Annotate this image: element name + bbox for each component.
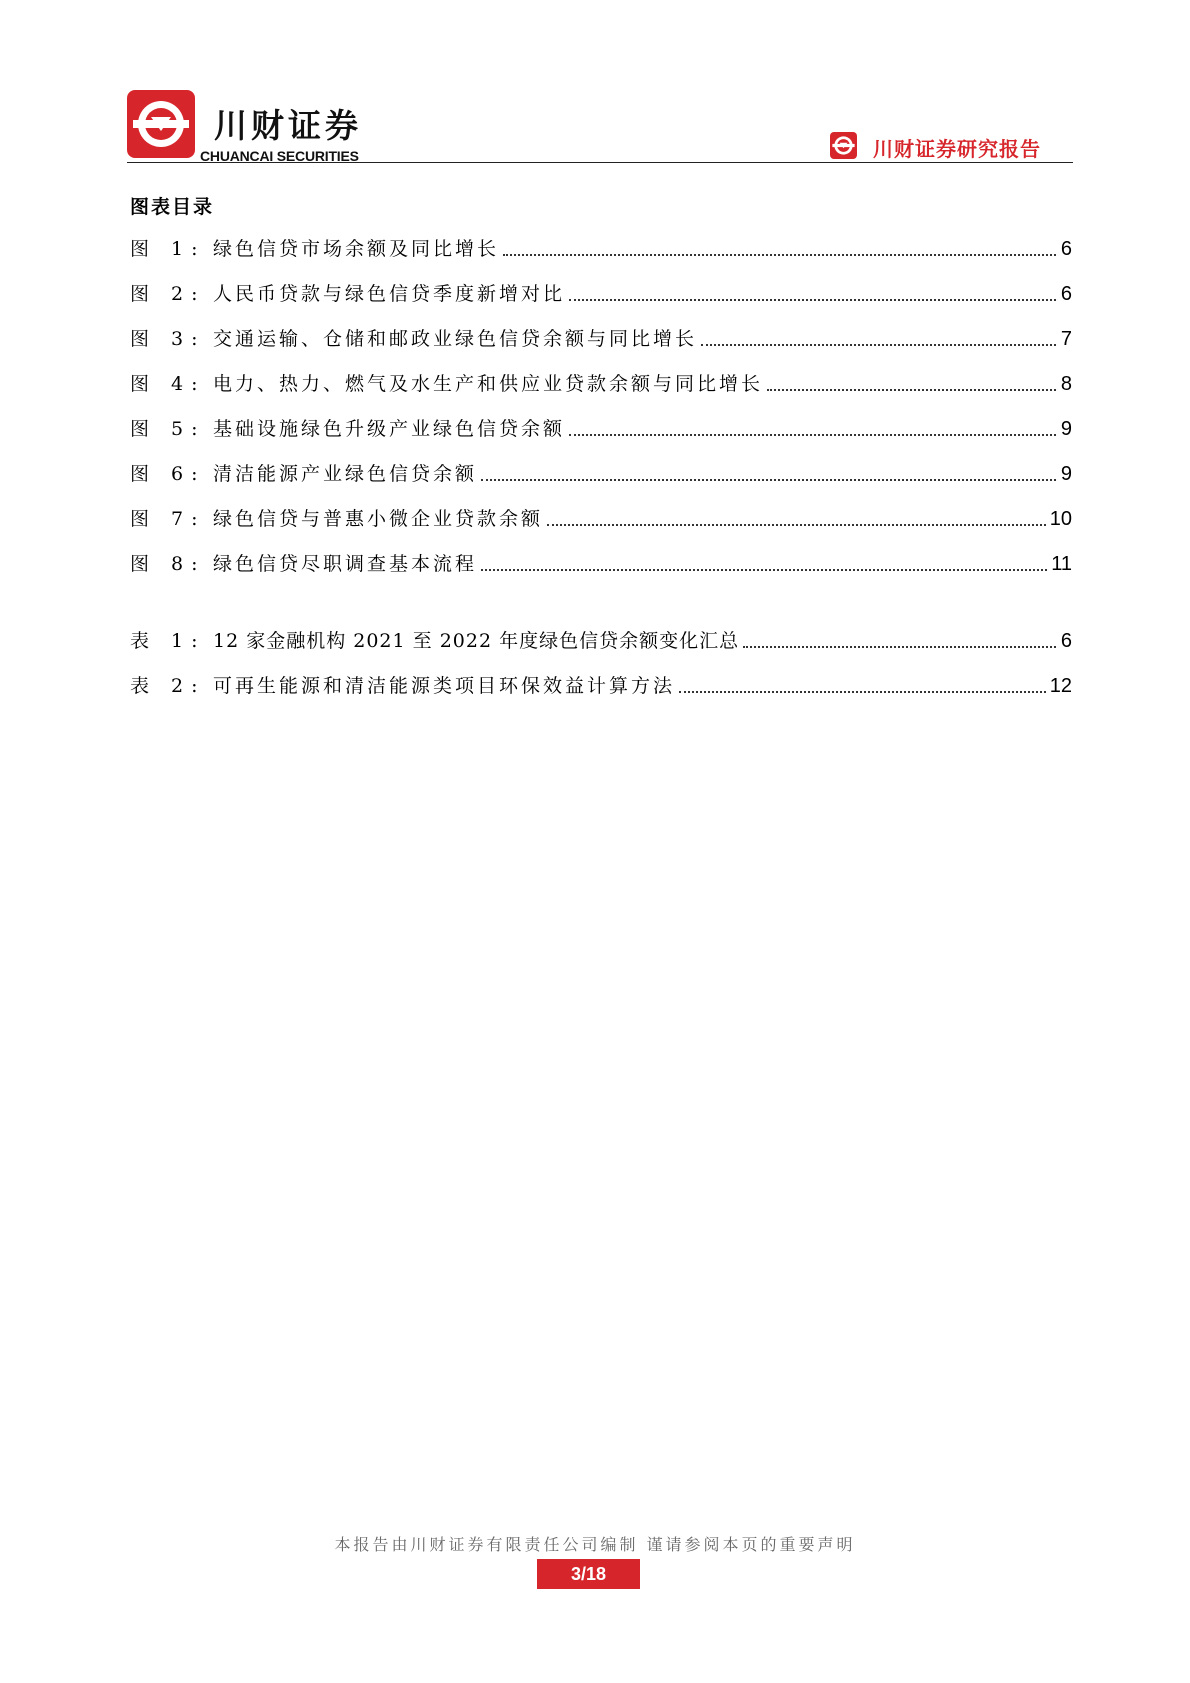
logo-mark-icon [127,90,195,158]
toc-entry-figure-6[interactable] [130,457,1072,487]
dot-leader [743,645,1056,648]
dot-leader [767,388,1056,391]
toc-entry-title: 电力、热力、燃气及水生产和供应业贷款余额与同比增长 [213,373,764,395]
toc-entry-page: 6 [1060,283,1072,305]
header-divider [127,162,1073,163]
report-type-title: 川财证券研究报告 [873,137,1041,161]
toc-entry-page: 11 [1051,553,1072,575]
toc-entry-title: 人民币贷款与绿色信贷季度新增对比 [213,283,566,305]
toc-entry-title: 绿色信贷与普惠小微企业贷款余额 [213,508,544,530]
toc-entry-figure-5[interactable] [130,412,1072,442]
toc-entry-page: 6 [1060,630,1072,652]
toc-entry-page: 10 [1049,508,1072,530]
dot-leader [701,343,1056,346]
toc-entry-figure-2[interactable] [130,277,1072,307]
toc-entry-label: 图 5: [130,418,206,440]
toc-entry-title: 交通运输、仓储和邮政业绿色信贷余额与同比增长 [213,328,698,350]
toc-entry-label: 图 3: [130,328,206,350]
toc-entry-table-1[interactable] [130,624,1072,654]
toc-entry-label: 图 1: [130,238,206,260]
brand-name-cn: 川财证券 [214,106,362,145]
dot-leader [679,690,1046,693]
toc-entry-page: 12 [1049,675,1072,697]
toc-entry-title: 12 家金融机构 2021 至 2022 年度绿色信贷余额变化汇总 [213,630,740,652]
small-logo-icon [830,132,857,159]
toc-entry-label: 图 4: [130,373,206,395]
toc-entry-figure-8[interactable] [130,547,1072,577]
toc-entry-page: 7 [1060,328,1072,350]
toc-heading: 图表目录 [130,196,215,218]
toc-entry-title: 基础设施绿色升级产业绿色信贷余额 [213,418,566,440]
dot-leader [547,523,1046,526]
toc-entry-page: 9 [1060,418,1072,440]
toc-entry-label: 表 1: [130,630,206,652]
toc-entry-figure-3[interactable] [130,322,1072,352]
toc-entry-page: 6 [1060,238,1072,260]
toc-entry-label: 图 2: [130,283,206,305]
toc-entry-table-2[interactable] [130,669,1072,699]
dot-leader [569,433,1056,436]
dot-leader [481,478,1056,481]
toc-entry-label: 图 6: [130,463,206,485]
toc-entry-label: 图 8: [130,553,206,575]
toc-entry-label: 图 7: [130,508,206,530]
toc-entry-figure-7[interactable] [130,502,1072,532]
dot-leader [569,298,1056,301]
dot-leader [503,253,1056,256]
toc-entry-figure-4[interactable] [130,367,1072,397]
dot-leader [481,568,1047,571]
toc-entry-page: 8 [1060,373,1072,395]
toc-entry-title: 清洁能源产业绿色信贷余额 [213,463,478,485]
company-logo [127,90,195,158]
toc-entry-title: 可再生能源和清洁能源类项目环保效益计算方法 [213,675,676,697]
toc-entry-title: 绿色信贷尽职调查基本流程 [213,553,478,575]
toc-entry-label: 表 2: [130,675,206,697]
footer-disclaimer: 本报告由川财证券有限责任公司编制 谨请参阅本页的重要声明 [334,1535,856,1554]
toc-entry-page: 9 [1060,463,1072,485]
toc-entry-title: 绿色信贷市场余额及同比增长 [213,238,500,260]
page-number: 3/18 [537,1559,640,1589]
brand-name-en: CHUANCAI SECURITIES [200,148,359,164]
toc-entry-figure-1[interactable] [130,232,1072,262]
